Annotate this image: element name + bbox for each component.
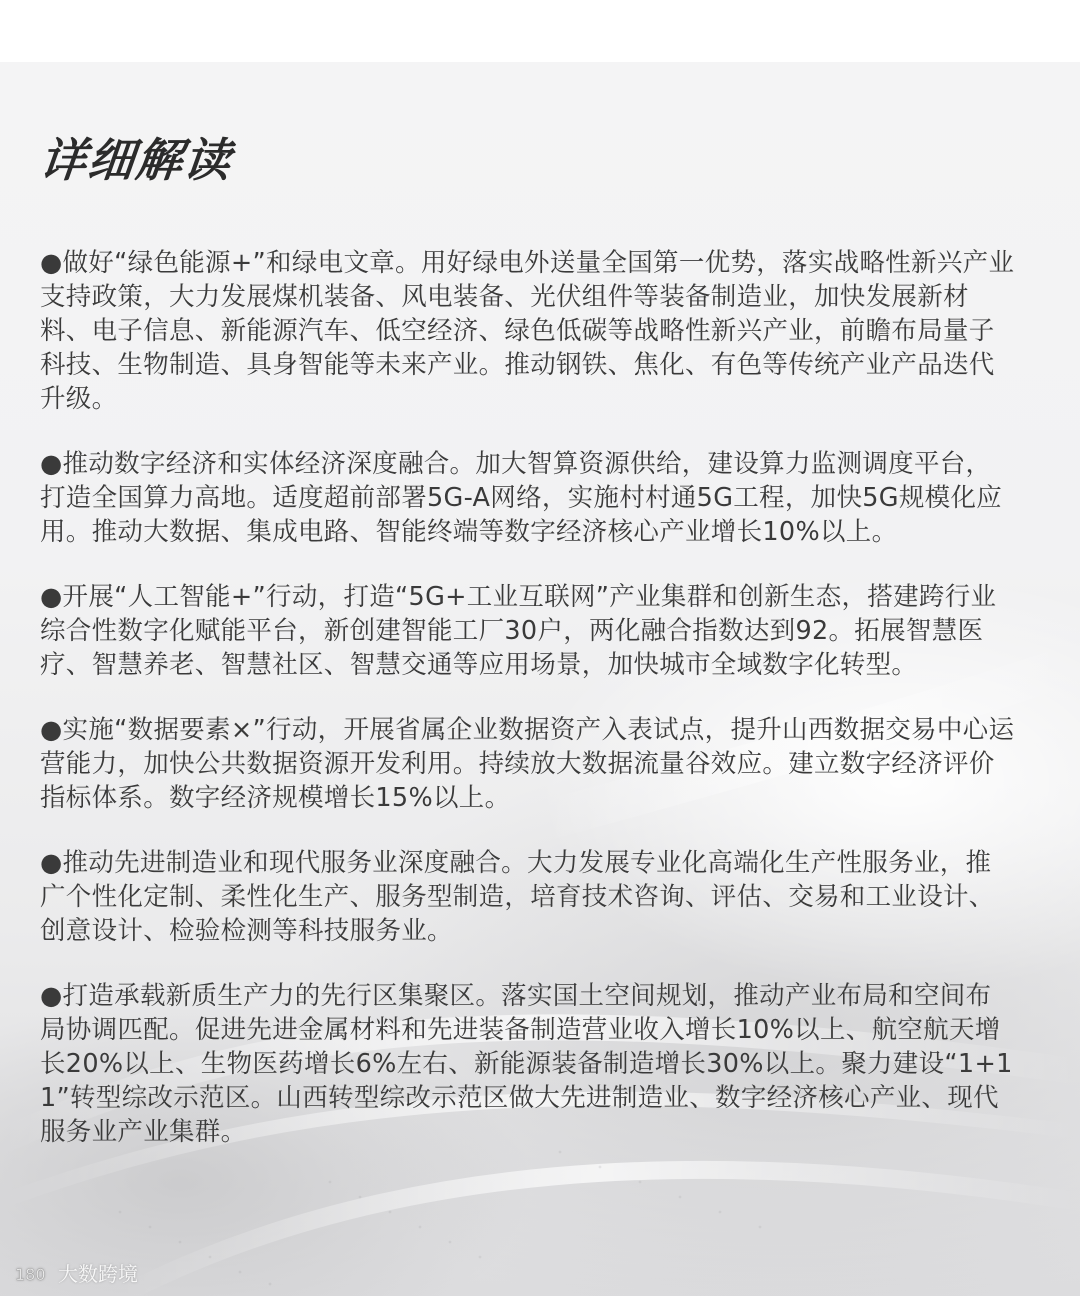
paragraph-manufacturing-services: ●推动先进制造业和现代服务业深度融合。大力发展专业化高端化生产性服务业，推广个性化定制、柔性化生产、服务型制造，培育技术咨询、评估、交易和工业设计、创意设计、检验检测等科技服务业。 [40,848,995,946]
watermark-logo-icon [14,1263,54,1285]
watermark-logo-text: 180 [15,1265,46,1284]
paragraph-new-productivity: ●打造承载新质生产力的先行区集聚区。落实国土空间规划，推动产业布局和空间布局协调匹配。促进先进金属材料和先进装备制造营业收入增长10%以上、航空航天增长20%以上、生物医药增长6%左右、新能源装备制造增长30%以上。聚力建设“1+11”转型综改示范区。山西转型综改示范区做大先进制造业、数字经济核心产业、现代服务业产业集群。 [40,981,1013,1147]
paragraph-list [40,246,1015,1180]
watermark [14,1262,138,1286]
section-heading: 详细解读 [37,133,235,187]
paragraph-data-elements: ●实施“数据要素×”行动，开展省属企业数据资产入表试点，提升山西数据交易中心运营能力，加快公共数据资源开发利用。持续放大数据流量谷效应。建立数字经济评价指标体系。数字经济规模增长15%以上。 [40,715,1015,813]
paragraph-green-energy: ●做好“绿色能源+”和绿电文章。用好绿电外送量全国第一优势，落实战略性新兴产业支持政策，大力发展煤机装备、风电装备、光伏组件等装备制造业，加快发展新材料、电子信息、新能源汽车、低空经济、绿色低碳等战略性新兴产业，前瞻布局量子科技、生物制造、具身智能等未来产业。推动钢铁、焦化、有色等传统产业产品迭代升级。 [40,248,1015,414]
paragraph-ai-plus: ●开展“人工智能+”行动，打造“5G+工业互联网”产业集群和创新生态，搭建跨行业综合性数字化赋能平台，新创建智能工厂30户，两化融合指数达到92。拓展智慧医疗、智慧养老、智慧社区、智慧交通等应用场景，加快城市全域数字化转型。 [40,582,997,680]
top-blank-strip [0,0,1080,62]
paragraph-digital-economy: ●推动数字经济和实体经济深度融合。加大智算资源供给，建设算力监测调度平台，打造全国算力高地。适度超前部署5G-A网络，实施村村通5G工程，加快5G规模化应用。推动大数据、集成电路、智能终端等数字经济核心产业增长10%以上。 [40,449,1003,547]
article-panel [0,62,1080,1296]
watermark-text: 大数跨境 [58,1262,138,1286]
